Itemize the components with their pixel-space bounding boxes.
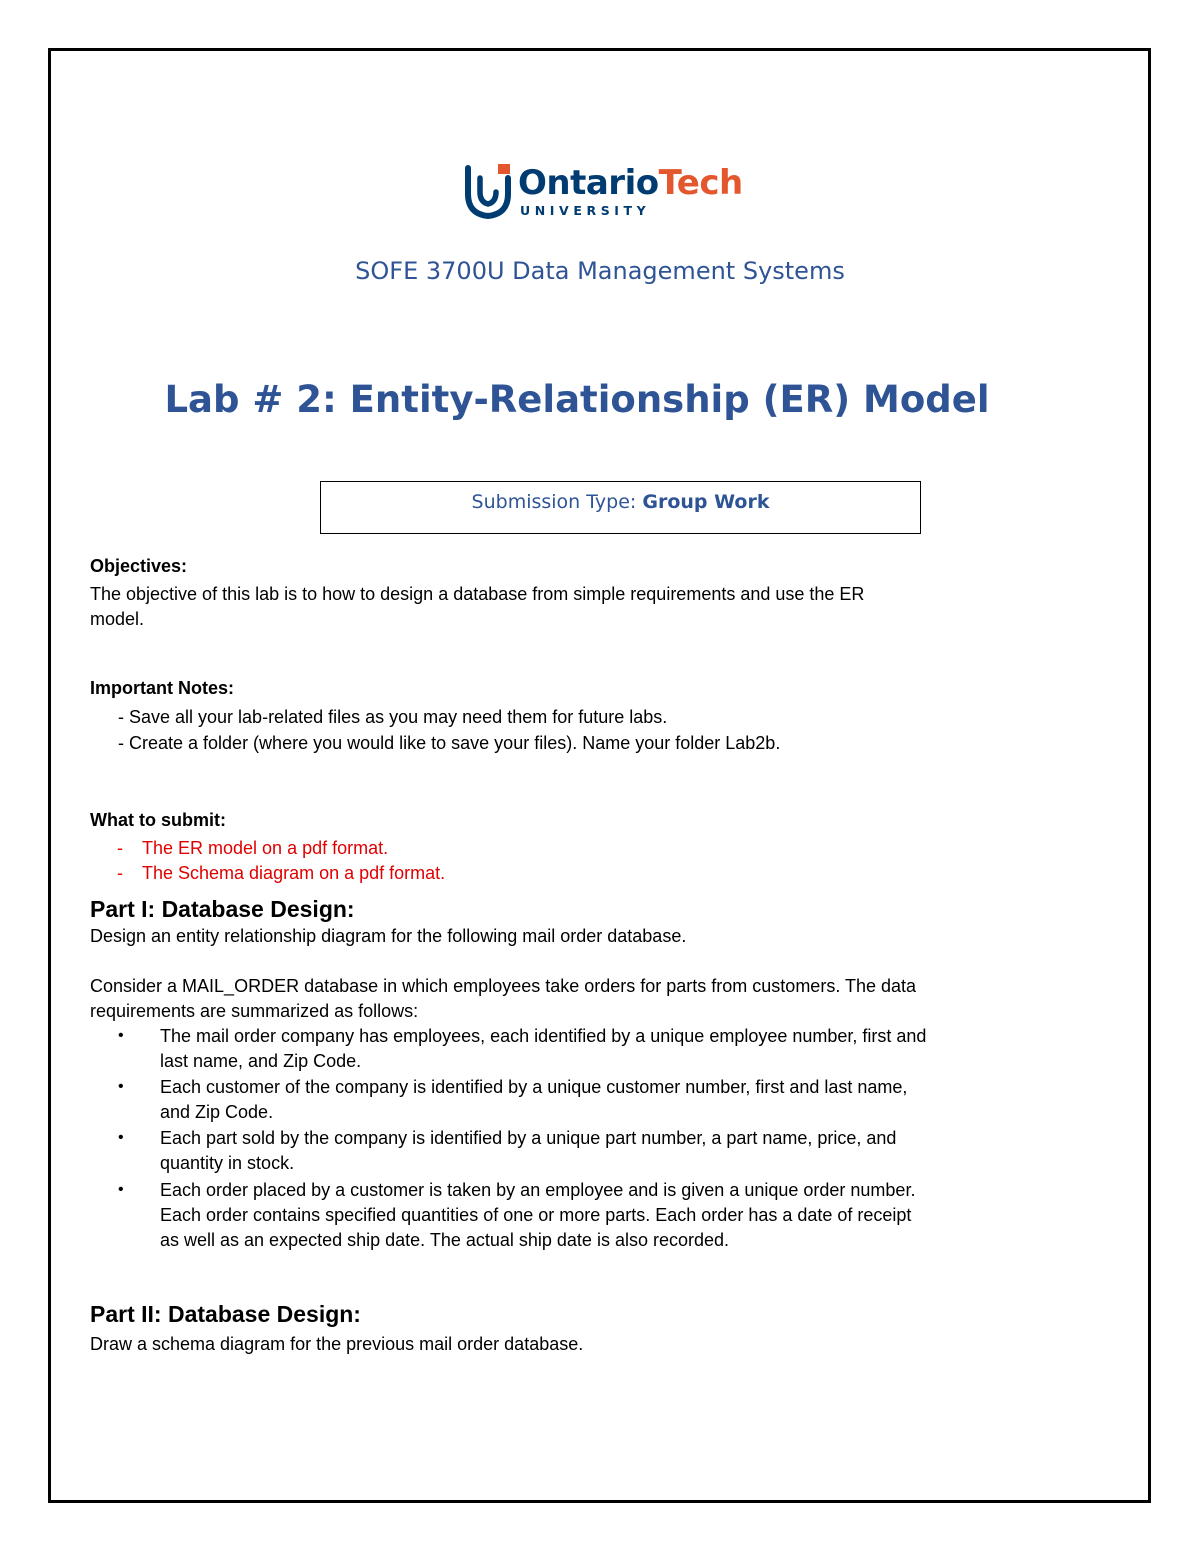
requirement-line: last name, and Zip Code.: [160, 1051, 362, 1071]
requirement-line: Each order placed by a customer is taken by an employee and is given a unique order number.: [160, 1180, 916, 1200]
submission-label: Submission Type:: [471, 491, 643, 513]
bullet-icon: •: [118, 1181, 124, 1198]
ontario-tech-logo: [464, 162, 743, 222]
requirement-line: Each order contains specified quantities of one or more parts. Each order has a date of receipt: [160, 1205, 912, 1225]
objectives-text: The objective of this lab is to how to design a database from simple requirements and use the ER: [90, 584, 865, 604]
course-title: SOFE 3700U Data Management Systems: [355, 257, 845, 285]
requirement-line: The mail order company has employees, each identified by a unique employee number, first and: [160, 1026, 927, 1046]
objectives-heading: Objectives:: [90, 556, 188, 576]
part2-heading: Part II: Database Design:: [90, 1301, 361, 1327]
requirement-line: Each part sold by the company is identified by a unique part number, a part name, price, and: [160, 1128, 897, 1148]
lab-title: Lab # 2: Entity-Relationship (ER) Model: [164, 378, 990, 421]
university-shield-icon: [464, 164, 514, 220]
part1-paragraph: requirements are summarized as follows:: [90, 1001, 419, 1021]
note-item: - Save all your lab-related files as you may need them for future labs.: [118, 707, 668, 727]
part1-intro: Design an entity relationship diagram for the following mail order database.: [90, 926, 687, 946]
submission-value: Group Work: [642, 491, 770, 513]
submit-item: The Schema diagram on a pdf format.: [142, 863, 446, 883]
part1-paragraph: Consider a MAIL_ORDER database in which employees take orders for parts from customers. The data: [90, 976, 917, 996]
submit-dash: -: [117, 863, 123, 883]
requirement-line: Each customer of the company is identified by a unique customer number, first and last name,: [160, 1077, 908, 1097]
bullet-icon: •: [118, 1129, 124, 1146]
part1-heading: Part I: Database Design:: [90, 896, 355, 922]
submit-item: The ER model on a pdf format.: [142, 838, 389, 858]
requirement-line: as well as an expected ship date. The actual ship date is also recorded.: [160, 1230, 730, 1250]
bullet-icon: •: [118, 1078, 124, 1095]
note-item: - Create a folder (where you would like to save your files). Name your folder Lab2b.: [118, 733, 781, 753]
submit-dash: -: [117, 838, 123, 858]
submit-heading: What to submit:: [90, 810, 226, 830]
logo-subtitle: UNIVERSITY: [520, 203, 651, 218]
bullet-icon: •: [118, 1027, 124, 1044]
part2-text: Draw a schema diagram for the previous mail order database.: [90, 1334, 584, 1354]
notes-heading: Important Notes:: [90, 678, 234, 698]
logo-wordmark: OntarioTech: [518, 163, 743, 203]
requirement-line: and Zip Code.: [160, 1102, 274, 1122]
objectives-text: model.: [90, 609, 145, 629]
submission-type-box: [320, 481, 921, 534]
requirement-line: quantity in stock.: [160, 1153, 295, 1173]
